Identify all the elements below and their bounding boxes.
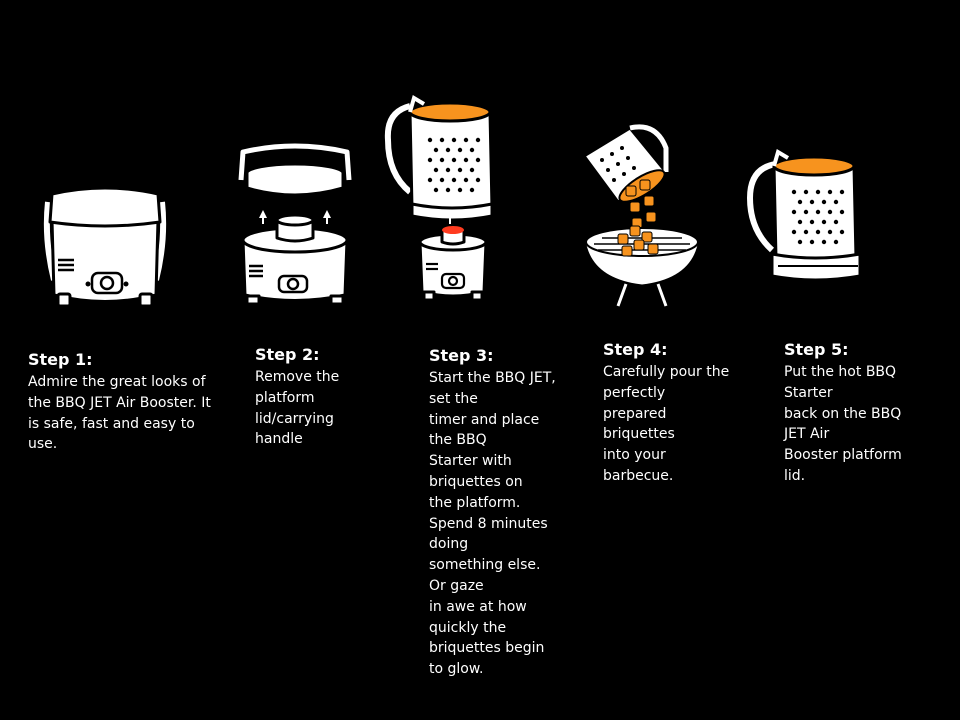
step-1-line: Admire the great looks of	[28, 374, 206, 390]
step-4	[603, 340, 729, 487]
step-2	[255, 345, 339, 450]
hot-starter-on-booster-icon	[742, 146, 862, 286]
step-3-line: Starter with	[429, 453, 512, 470]
step-2-line: platform	[255, 389, 315, 406]
step-3-line: the platform.	[429, 494, 521, 511]
step-4-title: Step 4:	[603, 340, 668, 359]
step-3-line: doing	[429, 536, 469, 553]
step-3-line: the BBQ	[429, 432, 487, 449]
step-5-line: back on the BBQ	[784, 405, 902, 422]
step-3-line: timer and place	[429, 411, 540, 428]
booster-lid-removed-icon	[235, 140, 355, 305]
step-3-line: Spend 8 minutes	[429, 515, 548, 532]
step-4-line: briquettes	[603, 426, 675, 443]
step-5-line: JET Air	[784, 426, 830, 443]
step-1-title: Step 1:	[28, 350, 93, 369]
step-1-line: the BBQ JET Air Booster. It	[28, 394, 211, 411]
step-3-line: Start the BBQ JET,	[429, 370, 556, 386]
air-booster-icon	[40, 180, 170, 310]
step-2-line: lid/carrying	[255, 410, 334, 427]
step-3-line: in awe at how	[429, 598, 527, 615]
step-3-line: quickly the	[429, 619, 507, 636]
step-2-title: Step 2:	[255, 345, 320, 364]
step-4-line: barbecue.	[603, 467, 674, 484]
step-5-line: Put the hot BBQ	[784, 364, 897, 380]
step-5-line: Booster platform	[784, 447, 902, 464]
step-1-line: use.	[28, 436, 58, 453]
step-3	[429, 346, 556, 680]
step-5-line: Starter	[784, 384, 833, 401]
step-4-line: into your	[603, 447, 666, 464]
step-3-line: to glow.	[429, 661, 484, 678]
step-1-line: is safe, fast and easy to	[28, 415, 195, 432]
step-2-line: handle	[255, 431, 303, 448]
step-3-line: briquettes begin	[429, 640, 545, 657]
step-3-title: Step 3:	[429, 346, 494, 365]
step-4-line: prepared	[603, 405, 667, 422]
pour-briquettes-icon	[578, 122, 708, 310]
step-3-line: briquettes on	[429, 473, 523, 490]
step-3-line: set the	[429, 390, 478, 407]
starter-on-booster-icon	[380, 92, 500, 304]
step-4-line: perfectly	[603, 384, 666, 401]
step-4-line: Carefully pour the	[603, 364, 730, 380]
step-3-line: something else.	[429, 557, 541, 574]
step-5	[784, 340, 902, 487]
step-5-title: Step 5:	[784, 340, 849, 359]
step-3-line: Or gaze	[429, 577, 484, 594]
step-1	[28, 350, 228, 455]
step-2-line: Remove the	[255, 369, 340, 385]
step-5-line: lid.	[784, 467, 806, 484]
